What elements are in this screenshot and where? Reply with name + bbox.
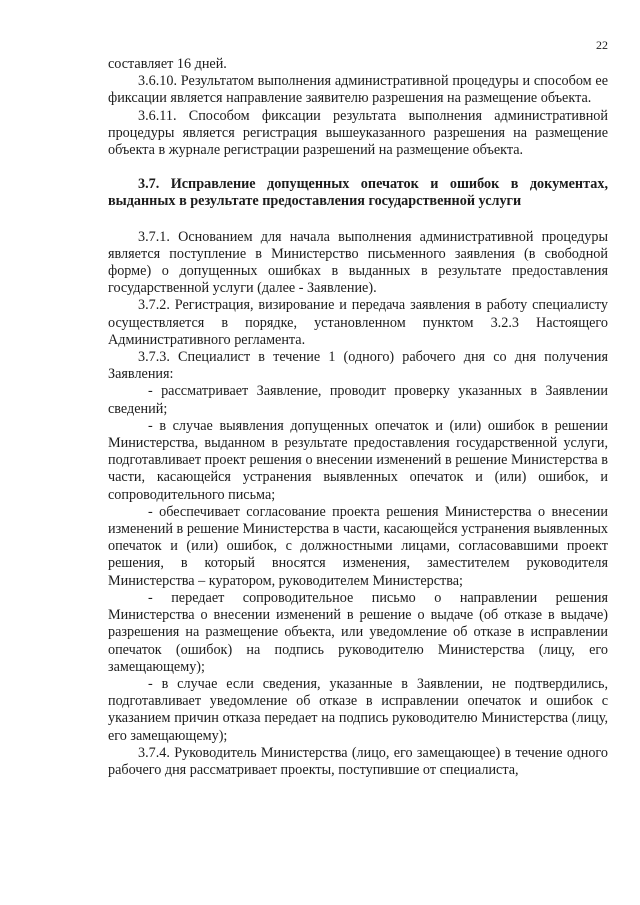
list-item-review: - рассматривает Заявление, проводит проверку указанных в Заявлении сведений; [108,383,608,417]
section-heading-3-7: 3.7. Исправление допущенных опечаток и ошибок в документах, выданных в результате предоставления государственной услуги [108,176,608,210]
list-item-transfer-letter: - передает сопроводительное письмо о направлении решения Министерства о внесении изменений в решение о выдаче (об отказе в выдаче) разрешения на размещение объекта, или уведомление об отказе в исправлении опечаток (ошибок) на подпись руководителю Министерства (лицу, его замещающему); [108,589,608,675]
paragraph-3-6-10: 3.6.10. Результатом выполнения административной процедуры и способом ее фиксации является направление заявителю разрешения на размещение объекта. [108,73,608,107]
paragraph-3-7-3: 3.7.3. Специалист в течение 1 (одного) рабочего дня со дня получения Заявления: [108,349,608,383]
paragraph-3-7-4: 3.7.4. Руководитель Министерства (лицо, его замещающее) в течение одного рабочего дня рассматривает проекты, поступившие от специалиста, [108,744,608,778]
paragraph-continuation: составляет 16 дней. [108,56,227,72]
list-item-refusal: - в случае если сведения, указанные в Заявлении, не подтвердились, подготавливает уведомление об отказе в исправлении опечаток и ошибок с указанием причин отказа передает на подпись руководителю Министерства (лицу, его замещающему); [108,675,608,744]
paragraph-3-7-1: 3.7.1. Основанием для начала выполнения административной процедуры является поступление в Министерство письменного заявления (в свободной форме) о допущенных ошибках в выданных в результате предоставления государственной услуги (далее - Заявление). [108,228,608,297]
list-item-approval: - обеспечивает согласование проекта решения Министерства о внесении изменений в решение Министерства в части, касающейся устранения выявленных опечаток и (или) ошибок, с должностными лицами, согласовавшими проект решения, в который вносятся изменения, заместителем руководителя Министерства – куратором, руководителем Министерства; [108,503,608,589]
paragraph-3-6-11: 3.6.11. Способом фиксации результата выполнения административной процедуры является регистрация вышеуказанного разрешения на размещение объекта в журнале регистрации разрешений на размещение объекта. [108,107,608,159]
document-body [108,56,608,779]
list-item-prepare-draft: - в случае выявления допущенных опечаток и (или) ошибок в решении Министерства, выданном в результате предоставления государственной услуги, подготавливает проект решения о внесении изменений в решение Министерства в части, касающейся устранения выявленных опечаток и (или) ошибок, и сопроводительного письма; [108,417,608,503]
paragraph-3-7-2: 3.7.2. Регистрация, визирование и передача заявления в работу специалисту осуществляется в порядке, установленном пунктом 3.2.3 Настоящего Административного регламента. [108,297,608,348]
page-number: 22 [596,38,608,52]
